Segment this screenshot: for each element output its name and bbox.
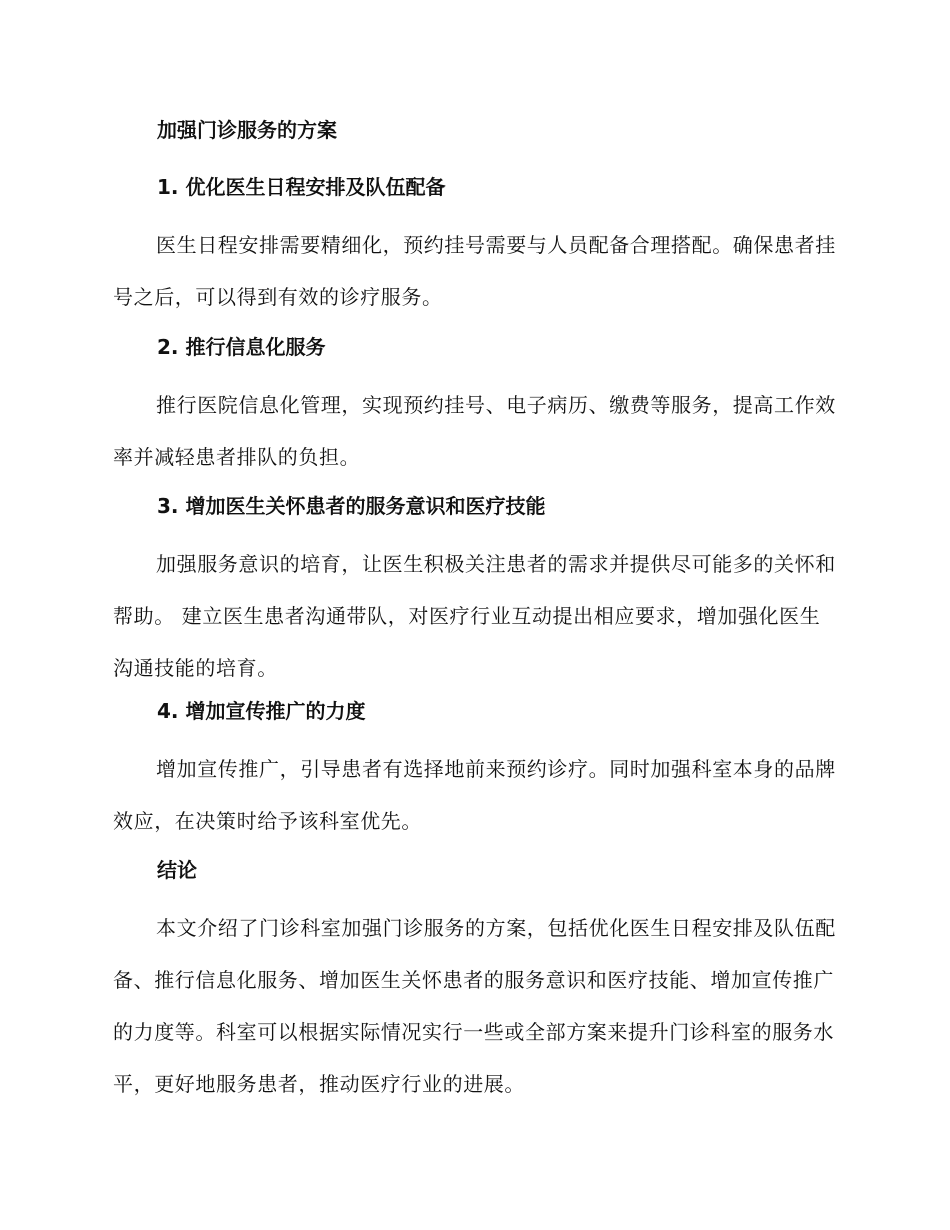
section-2-body: 推行医院信息化管理，实现预约挂号、电子病历、缴费等服务，提高工作效率并减轻患者排队的负担。 xyxy=(113,393,836,469)
section-1-body: 医生日程安排需要精细化，预约挂号需要与人员配备合理搭配。确保患者挂号之后，可以得到有效的诊疗服务。 xyxy=(113,233,836,309)
section-3-heading: 3. 增加医生关怀患者的服务意识和医疗技能 xyxy=(157,494,546,518)
conclusion-body: 本文介绍了门诊科室加强门诊服务的方案，包括优化医生日程安排及队伍配备、推行信息化服务、增加医生关怀患者的服务意识和医疗技能、增加宣传推广的力度等。科室可以根据实际情况实行一些或全部方案来提升门诊科室的服务水平，更好地服务患者，推动医疗行业的进展。 xyxy=(113,916,836,1096)
document-title: 加强门诊服务的方案 xyxy=(157,118,337,142)
section-3-body: 加强服务意识的培育，让医生积极关注患者的需求并提供尽可能多的关怀和帮助。 建立医生患者沟通带队，对医疗行业互动提出相应要求，增加强化医生沟通技能的培育。 xyxy=(113,552,836,680)
section-2-heading: 2. 推行信息化服务 xyxy=(157,335,326,359)
section-4-heading: 4. 增加宣传推广的力度 xyxy=(157,699,366,723)
conclusion-heading: 结论 xyxy=(157,858,197,882)
section-4-body: 增加宣传推广，引导患者有选择地前来预约诊疗。同时加强科室本身的品牌效应，在决策时给予该科室优先。 xyxy=(113,757,836,833)
section-1-heading: 1. 优化医生日程安排及队伍配备 xyxy=(157,175,446,199)
